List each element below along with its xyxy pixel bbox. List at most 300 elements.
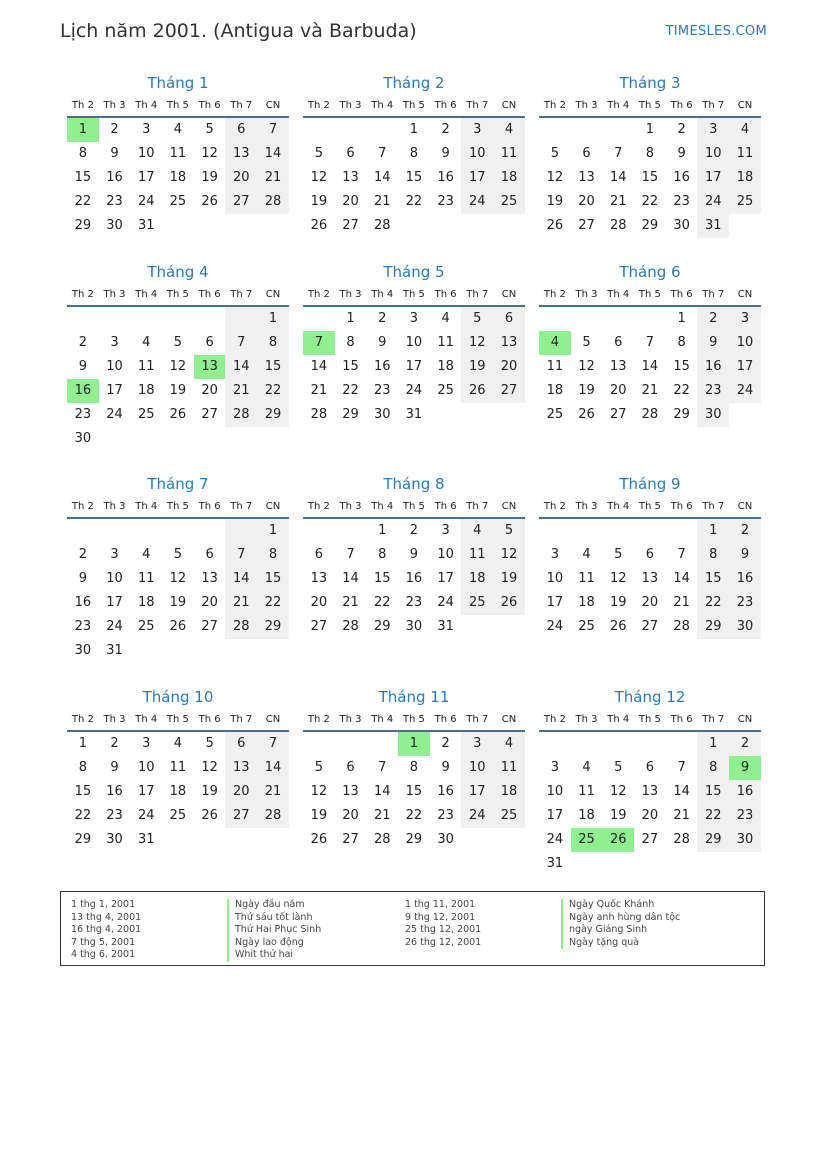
weekday-header — [303, 283, 525, 307]
day-cell: 11 — [169, 760, 187, 775]
day-cell: 30 — [697, 403, 729, 427]
month-name: Tháng 12 — [614, 688, 686, 706]
day-cell: 23 — [729, 591, 761, 615]
empty-cell — [194, 427, 226, 451]
day-cell: 18 — [493, 166, 525, 190]
day-cell: 12 — [310, 170, 328, 185]
day-cell: 26 — [578, 407, 595, 422]
day-cell: 13 — [342, 170, 359, 185]
empty-cell — [571, 732, 603, 756]
day-cell: 25 — [169, 808, 187, 823]
day-cell: 21 — [673, 595, 690, 610]
day-cell: 31 — [106, 643, 123, 658]
empty-cell — [225, 828, 257, 852]
day-cell: 3 — [461, 732, 493, 756]
day-cell: 21 — [342, 595, 359, 610]
weekday-label: Th 3 — [103, 289, 126, 300]
weekday-label: Th 5 — [638, 289, 661, 300]
weekday-label: Th 5 — [166, 714, 189, 725]
weekday-label: Th 5 — [402, 289, 425, 300]
day-grid — [67, 307, 289, 451]
weekday-label: Th 7 — [466, 289, 489, 300]
day-cell: 8 — [346, 335, 355, 350]
day-cell: 6 — [205, 547, 214, 562]
month-calendar — [303, 686, 525, 852]
weekday-label: Th 2 — [307, 100, 330, 111]
day-cell: 29 — [697, 615, 729, 639]
day-cell: 2 — [697, 307, 729, 331]
day-cell: 20 — [641, 808, 659, 823]
empty-cell — [194, 828, 226, 852]
day-cell: 9 — [729, 756, 761, 780]
day-cell: 24 — [697, 190, 729, 214]
weekday-label: CN — [501, 100, 517, 111]
brand-link[interactable]: TIMESLES.COM — [665, 24, 767, 39]
day-cell: 15 — [697, 567, 729, 591]
day-cell: 5 — [173, 335, 183, 350]
weekday-label: Th 3 — [103, 501, 126, 512]
weekday-label: Th 6 — [670, 714, 693, 725]
day-cell: 9 — [677, 146, 686, 161]
day-cell: 29 — [405, 832, 423, 847]
day-cell: 4 — [173, 736, 183, 751]
day-cell: 18 — [137, 383, 155, 398]
day-cell: 2 — [441, 736, 450, 751]
empty-cell — [67, 307, 99, 331]
day-cell: 11 — [461, 543, 493, 567]
day-cell: 25 — [546, 407, 564, 422]
weekday-label: Th 4 — [135, 289, 158, 300]
weekday-label: Th 4 — [371, 100, 394, 111]
weekday-label: Th 6 — [434, 100, 457, 111]
day-cell: 7 — [346, 547, 355, 562]
weekday-label: Th 4 — [607, 501, 630, 512]
day-cell: 18 — [169, 784, 187, 799]
day-cell: 2 — [78, 335, 87, 350]
day-cell: 31 — [137, 832, 155, 847]
day-cell: 27 — [225, 804, 257, 828]
weekday-label: CN — [265, 100, 281, 111]
day-cell: 4 — [142, 335, 151, 350]
empty-cell — [99, 307, 131, 331]
day-cell: 22 — [257, 591, 289, 615]
empty-cell — [225, 214, 257, 238]
day-cell: 13 — [493, 331, 525, 355]
weekday-label: CN — [501, 501, 517, 512]
day-cell: 3 — [441, 523, 450, 538]
weekday-label: Th 6 — [198, 714, 221, 725]
empty-cell — [303, 118, 335, 142]
day-cell: 2 — [677, 122, 686, 137]
day-cell: 26 — [201, 194, 218, 209]
day-cell: 27 — [493, 379, 525, 403]
day-cell: 28 — [673, 619, 690, 634]
day-cell: 4 — [539, 331, 571, 355]
day-cell: 12 — [169, 359, 187, 374]
day-cell: 20 — [225, 780, 257, 804]
weekday-label: Th 6 — [670, 501, 693, 512]
month-name: Tháng 7 — [147, 475, 209, 493]
day-cell: 23 — [437, 194, 454, 209]
month-calendar — [67, 261, 289, 451]
day-cell: 20 — [225, 166, 257, 190]
holiday-legend — [60, 891, 765, 966]
day-cell: 29 — [257, 403, 289, 427]
day-cell: 4 — [461, 519, 493, 543]
month-calendar — [303, 473, 525, 639]
day-cell: 8 — [697, 543, 729, 567]
month-name: Tháng 3 — [619, 74, 681, 92]
legend-holiday-name: Ngày đầu năm — [235, 899, 305, 910]
day-cell: 19 — [493, 567, 525, 591]
empty-cell — [666, 732, 698, 756]
day-cell: 16 — [67, 379, 99, 403]
day-cell: 28 — [641, 407, 659, 422]
empty-cell — [602, 118, 634, 142]
legend-holiday-name: Ngày anh hùng dân tộc — [569, 911, 681, 923]
day-cell: 28 — [257, 190, 289, 214]
weekday-label: Th 5 — [638, 501, 661, 512]
day-cell: 26 — [602, 828, 634, 852]
day-cell: 2 — [729, 519, 761, 543]
weekday-label: CN — [501, 289, 517, 300]
weekday-label: CN — [265, 714, 281, 725]
empty-cell — [602, 732, 634, 756]
day-cell: 26 — [609, 619, 627, 634]
weekday-label: Th 6 — [198, 289, 221, 300]
empty-cell — [634, 519, 666, 543]
day-cell: 19 — [546, 194, 564, 209]
day-cell: 6 — [346, 760, 355, 775]
weekday-header — [539, 94, 761, 118]
empty-cell — [130, 307, 162, 331]
weekday-label: Th 2 — [543, 714, 566, 725]
day-cell: 12 — [201, 146, 218, 161]
day-cell: 5 — [493, 519, 525, 543]
day-cell: 6 — [205, 335, 214, 350]
day-cell: 1 — [346, 311, 355, 326]
month-calendar — [539, 72, 761, 238]
weekday-header — [67, 708, 289, 732]
day-cell: 10 — [405, 335, 423, 350]
day-cell: 28 — [225, 615, 257, 639]
weekday-label: Th 3 — [575, 100, 598, 111]
day-cell: 3 — [142, 736, 151, 751]
day-cell: 10 — [729, 331, 761, 355]
day-cell: 14 — [225, 567, 257, 591]
empty-cell — [634, 732, 666, 756]
legend-holiday-name: Ngày tặng quà — [569, 936, 640, 948]
day-cell: 19 — [609, 808, 627, 823]
day-cell: 3 — [729, 307, 761, 331]
empty-cell — [130, 639, 162, 663]
month-calendar — [303, 261, 525, 427]
day-cell: 8 — [378, 547, 387, 562]
day-cell: 30 — [437, 832, 454, 847]
day-cell: 23 — [673, 194, 690, 209]
day-cell: 27 — [609, 407, 627, 422]
legend-date: 9 thg 12, 2001 — [405, 911, 476, 923]
empty-cell — [493, 828, 525, 852]
day-cell: 14 — [673, 571, 690, 586]
day-cell: 4 — [582, 760, 591, 775]
day-cell: 23 — [106, 808, 123, 823]
day-cell: 31 — [697, 214, 729, 238]
day-cell: 9 — [110, 760, 119, 775]
day-cell: 14 — [373, 170, 391, 185]
month-name: Tháng 10 — [142, 688, 214, 706]
day-cell: 20 — [201, 383, 218, 398]
day-cell: 6 — [493, 307, 525, 331]
weekday-label: Th 5 — [166, 100, 189, 111]
day-cell: 3 — [110, 335, 119, 350]
month-name: Tháng 5 — [383, 263, 445, 281]
day-cell: 7 — [257, 732, 289, 756]
weekday-label: Th 2 — [543, 289, 566, 300]
day-cell: 24 — [546, 832, 564, 847]
day-cell: 21 — [673, 808, 690, 823]
day-cell: 26 — [169, 619, 187, 634]
weekday-label: Th 4 — [371, 289, 394, 300]
day-cell: 26 — [169, 407, 187, 422]
day-cell: 10 — [137, 760, 155, 775]
day-cell: 27 — [641, 832, 659, 847]
day-cell: 20 — [310, 595, 328, 610]
month-name: Tháng 9 — [619, 475, 681, 493]
day-cell: 25 — [578, 619, 595, 634]
legend-date: 25 thg 12, 2001 — [405, 924, 482, 935]
day-cell: 9 — [409, 547, 419, 562]
day-cell: 8 — [677, 335, 686, 350]
empty-cell — [430, 214, 462, 238]
month-calendar — [539, 261, 761, 427]
weekday-label: Th 6 — [670, 100, 693, 111]
weekday-label: Th 4 — [607, 289, 630, 300]
empty-cell — [162, 639, 194, 663]
weekday-label: Th 7 — [702, 289, 725, 300]
day-cell: 17 — [137, 784, 155, 799]
day-cell: 18 — [578, 595, 595, 610]
day-cell: 22 — [673, 383, 690, 398]
weekday-label: Th 5 — [402, 100, 425, 111]
day-cell: 16 — [729, 780, 761, 804]
weekday-label: Th 3 — [339, 289, 362, 300]
day-cell: 23 — [697, 379, 729, 403]
day-cell: 12 — [493, 543, 525, 567]
day-cell: 17 — [697, 166, 729, 190]
day-cell: 5 — [614, 760, 623, 775]
legend-holiday-name: ngày Giáng Sinh — [569, 924, 648, 935]
day-cell: 17 — [437, 571, 454, 586]
empty-cell — [729, 852, 761, 876]
empty-cell — [602, 852, 634, 876]
day-cell: 2 — [729, 732, 761, 756]
day-cell: 18 — [137, 595, 155, 610]
legend-date: 7 thg 5, 2001 — [71, 936, 136, 948]
empty-cell — [366, 732, 398, 756]
day-cell: 11 — [546, 359, 564, 374]
day-cell: 6 — [645, 760, 655, 775]
day-cell: 10 — [461, 756, 493, 780]
day-cell: 20 — [342, 194, 359, 209]
day-cell: 5 — [550, 146, 559, 161]
empty-cell — [602, 307, 634, 331]
weekday-label: Th 7 — [230, 714, 253, 725]
day-grid — [67, 732, 289, 852]
weekday-label: Th 6 — [670, 289, 693, 300]
day-cell: 20 — [578, 194, 595, 209]
day-cell: 28 — [342, 619, 359, 634]
day-cell: 5 — [614, 547, 623, 562]
day-cell: 28 — [225, 403, 257, 427]
day-cell: 11 — [137, 571, 155, 586]
legend-holiday-name: Thứ Hai Phục Sinh — [235, 924, 322, 935]
day-cell: 10 — [106, 359, 123, 374]
month-calendar — [67, 72, 289, 238]
day-cell: 7 — [677, 760, 686, 775]
empty-cell — [303, 519, 335, 543]
weekday-label: Th 7 — [702, 714, 725, 725]
day-cell: 27 — [225, 190, 257, 214]
empty-cell — [335, 519, 367, 543]
day-cell: 7 — [257, 118, 289, 142]
day-cell: 1 — [409, 122, 419, 137]
day-cell: 13 — [225, 142, 257, 166]
weekday-header — [303, 708, 525, 732]
day-cell: 17 — [137, 170, 155, 185]
day-cell: 11 — [493, 756, 525, 780]
day-cell: 9 — [441, 146, 450, 161]
legend-holiday-name: Whit thứ hai — [235, 949, 294, 960]
weekday-label: Th 7 — [230, 289, 253, 300]
day-cell: 11 — [578, 784, 595, 799]
weekday-label: Th 7 — [230, 100, 253, 111]
day-cell: 21 — [225, 379, 257, 403]
empty-cell — [697, 852, 729, 876]
day-cell: 7 — [378, 760, 387, 775]
day-cell: 12 — [578, 359, 595, 374]
weekday-label: Th 2 — [71, 714, 94, 725]
empty-cell — [493, 615, 525, 639]
weekday-label: Th 2 — [71, 100, 94, 111]
day-cell: 30 — [673, 218, 690, 233]
month-calendar — [67, 686, 289, 852]
day-cell: 26 — [201, 808, 218, 823]
day-cell: 5 — [205, 736, 214, 751]
weekday-label: Th 4 — [135, 714, 158, 725]
day-cell: 3 — [142, 122, 151, 137]
empty-cell — [130, 427, 162, 451]
day-cell: 9 — [378, 335, 387, 350]
day-cell: 17 — [405, 359, 423, 374]
weekday-header — [67, 495, 289, 519]
day-cell: 8 — [78, 146, 87, 161]
legend-date: 16 thg 4, 2001 — [71, 924, 142, 935]
day-cell: 13 — [641, 784, 659, 799]
day-cell: 1 — [257, 519, 289, 543]
day-cell: 8 — [409, 760, 419, 775]
day-cell: 16 — [697, 355, 729, 379]
weekday-label: Th 2 — [307, 289, 330, 300]
empty-cell — [162, 427, 194, 451]
weekday-label: Th 3 — [339, 100, 362, 111]
empty-cell — [493, 403, 525, 427]
day-cell: 15 — [673, 359, 690, 374]
day-cell: 16 — [437, 784, 454, 799]
day-cell: 22 — [697, 591, 729, 615]
day-cell: 15 — [405, 784, 423, 799]
day-cell: 12 — [310, 784, 328, 799]
empty-cell — [335, 732, 367, 756]
day-cell: 19 — [461, 355, 493, 379]
weekday-label: CN — [501, 714, 517, 725]
day-cell: 22 — [74, 194, 92, 209]
weekday-label: Th 3 — [575, 714, 598, 725]
day-cell: 6 — [645, 547, 655, 562]
empty-cell — [539, 732, 571, 756]
day-cell: 15 — [697, 780, 729, 804]
day-cell: 25 — [493, 190, 525, 214]
empty-cell — [634, 852, 666, 876]
day-cell: 4 — [173, 122, 183, 137]
day-cell: 26 — [493, 591, 525, 615]
weekday-label: CN — [737, 501, 753, 512]
day-cell: 16 — [405, 571, 423, 586]
day-cell: 5 — [314, 146, 323, 161]
day-cell: 15 — [342, 359, 359, 374]
day-cell: 5 — [461, 307, 493, 331]
weekday-label: CN — [737, 100, 753, 111]
weekday-label: Th 7 — [702, 501, 725, 512]
day-cell: 27 — [641, 619, 659, 634]
day-cell: 27 — [578, 218, 595, 233]
day-cell: 2 — [110, 122, 119, 137]
day-cell: 29 — [257, 615, 289, 639]
day-cell: 16 — [106, 170, 123, 185]
day-cell: 18 — [169, 170, 187, 185]
day-cell: 25 — [461, 591, 493, 615]
day-cell: 3 — [461, 118, 493, 142]
day-cell: 25 — [169, 194, 187, 209]
day-cell: 5 — [314, 760, 323, 775]
day-cell: 27 — [342, 832, 359, 847]
empty-cell — [461, 828, 493, 852]
day-cell: 4 — [582, 547, 591, 562]
day-cell: 30 — [106, 218, 123, 233]
day-cell: 13 — [641, 571, 659, 586]
day-cell: 1 — [378, 523, 387, 538]
day-cell: 14 — [342, 571, 359, 586]
day-cell: 11 — [169, 146, 187, 161]
day-cell: 13 — [578, 170, 595, 185]
empty-cell — [335, 118, 367, 142]
day-cell: 2 — [441, 122, 450, 137]
day-cell: 14 — [609, 170, 627, 185]
legend-date: 13 thg 4, 2001 — [71, 911, 142, 923]
day-cell: 3 — [550, 760, 559, 775]
page-title: Lịch năm 2001. (Antigua và Barbuda) — [60, 20, 417, 42]
day-cell: 30 — [729, 828, 761, 852]
day-cell: 17 — [106, 383, 123, 398]
day-cell: 29 — [641, 218, 659, 233]
legend-date: 26 thg 12, 2001 — [405, 936, 482, 948]
day-cell: 21 — [373, 194, 391, 209]
day-cell: 5 — [582, 335, 591, 350]
day-cell: 15 — [373, 571, 391, 586]
day-cell: 1 — [67, 118, 99, 142]
day-cell: 11 — [729, 142, 761, 166]
day-cell: 31 — [437, 619, 454, 634]
